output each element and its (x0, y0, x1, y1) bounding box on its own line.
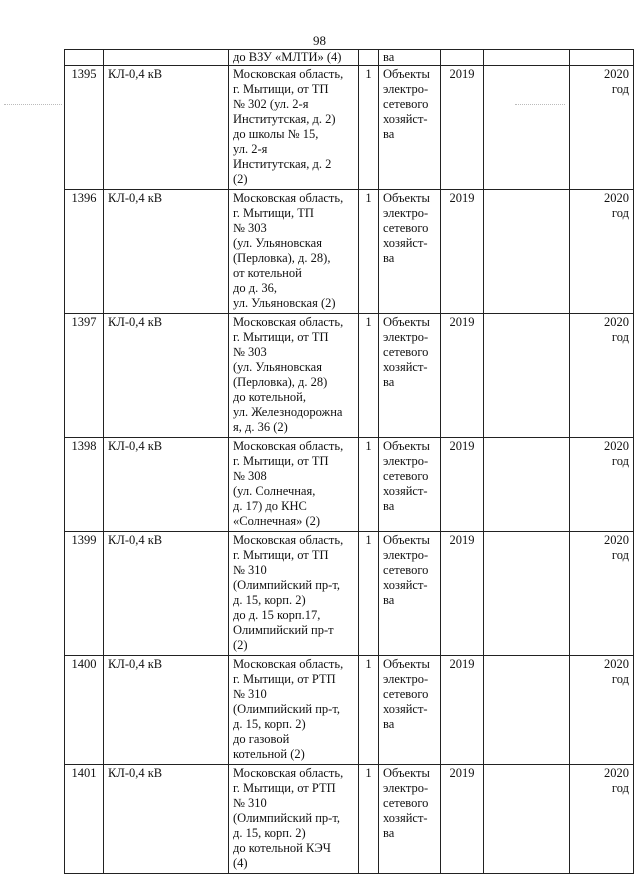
cell-term: 2020 год (570, 190, 634, 314)
cell-num: 1398 (65, 438, 104, 532)
table-row (65, 190, 634, 314)
object-list-table (64, 49, 634, 874)
cell-blank (484, 66, 570, 190)
cell-qty: 1 (359, 656, 379, 765)
cell-name: КЛ-0,4 кВ (104, 66, 229, 190)
cell-num: 1401 (65, 765, 104, 874)
cell-year (441, 50, 484, 66)
cell-name: КЛ-0,4 кВ (104, 532, 229, 656)
cell-term: 2020 год (570, 656, 634, 765)
cell-address: Московская область, г. Мытищи, от ТП № 310 (Олимпийский пр-т, д. 15, корп. 2) до д. 15 корп.17, Олимпийский пр-т (2) (229, 532, 359, 656)
cell-blank (484, 656, 570, 765)
table-row (65, 66, 634, 190)
cell-term (570, 50, 634, 66)
cell-qty: 1 (359, 438, 379, 532)
cell-qty: 1 (359, 314, 379, 438)
cell-num: 1397 (65, 314, 104, 438)
cell-address: Московская область, г. Мытищи, от ТП № 303 (ул. Ульяновская (Перловка), д. 28) до котельной, ул. Железнодорожна я, д. 36 (2) (229, 314, 359, 438)
cell-term: 2020 год (570, 532, 634, 656)
cell-year: 2019 (441, 438, 484, 532)
cell-blank (484, 190, 570, 314)
cell-kind: Объекты электро- сетевого хозяйст- ва (379, 66, 441, 190)
cell-name: КЛ-0,4 кВ (104, 765, 229, 874)
cell-address: до ВЗУ «МЛТИ» (4) (229, 50, 359, 66)
cell-blank (484, 765, 570, 874)
cell-year: 2019 (441, 190, 484, 314)
cell-blank (484, 438, 570, 532)
cell-year: 2019 (441, 532, 484, 656)
cell-name: КЛ-0,4 кВ (104, 656, 229, 765)
page-number: 98 (313, 33, 326, 48)
cell-term: 2020 год (570, 765, 634, 874)
cell-num: 1396 (65, 190, 104, 314)
cell-name (104, 50, 229, 66)
cell-num: 1399 (65, 532, 104, 656)
cell-qty: 1 (359, 66, 379, 190)
cell-kind: ва (379, 50, 441, 66)
cell-kind: Объекты электро- сетевого хозяйст- ва (379, 765, 441, 874)
table-row (65, 532, 634, 656)
cell-year: 2019 (441, 656, 484, 765)
cell-address: Московская область, г. Мытищи, от ТП № 302 (ул. 2-я Институтская, д. 2) до школы № 15, ул. 2-я Институтская, д. 2 (2) (229, 66, 359, 190)
cell-kind: Объекты электро- сетевого хозяйст- ва (379, 532, 441, 656)
cell-blank (484, 50, 570, 66)
cell-address: Московская область, г. Мытищи, от РТП № 310 (Олимпийский пр-т, д. 15, корп. 2) до газовой котельной (2) (229, 656, 359, 765)
cell-term: 2020 год (570, 66, 634, 190)
cell-address: Московская область, г. Мытищи, ТП № 303 (ул. Ульяновская (Перловка), д. 28), от котельной до д. 36, ул. Ульяновская (2) (229, 190, 359, 314)
cell-qty (359, 50, 379, 66)
table-row (65, 314, 634, 438)
table-row (65, 765, 634, 874)
cell-num: 1400 (65, 656, 104, 765)
table-row (65, 656, 634, 765)
cell-kind: Объекты электро- сетевого хозяйст- ва (379, 190, 441, 314)
scan-artifact (4, 104, 62, 106)
cell-address: Московская область, г. Мытищи, от ТП № 308 (ул. Солнечная, д. 17) до КНС «Солнечная» (2) (229, 438, 359, 532)
cell-name: КЛ-0,4 кВ (104, 438, 229, 532)
cell-year: 2019 (441, 765, 484, 874)
cell-blank (484, 314, 570, 438)
cell-term: 2020 год (570, 314, 634, 438)
cell-year: 2019 (441, 314, 484, 438)
cell-num: 1395 (65, 66, 104, 190)
cell-num (65, 50, 104, 66)
cell-kind: Объекты электро- сетевого хозяйст- ва (379, 656, 441, 765)
cell-name: КЛ-0,4 кВ (104, 314, 229, 438)
cell-address: Московская область, г. Мытищи, от РТП № 310 (Олимпийский пр-т, д. 15, корп. 2) до котельной КЭЧ (4) (229, 765, 359, 874)
cell-qty: 1 (359, 765, 379, 874)
table-row (65, 438, 634, 532)
cell-kind: Объекты электро- сетевого хозяйст- ва (379, 438, 441, 532)
cell-qty: 1 (359, 532, 379, 656)
cell-year: 2019 (441, 66, 484, 190)
cell-name: КЛ-0,4 кВ (104, 190, 229, 314)
cell-kind: Объекты электро- сетевого хозяйст- ва (379, 314, 441, 438)
cell-blank (484, 532, 570, 656)
cell-qty: 1 (359, 190, 379, 314)
continuation-row (65, 50, 634, 66)
cell-term: 2020 год (570, 438, 634, 532)
